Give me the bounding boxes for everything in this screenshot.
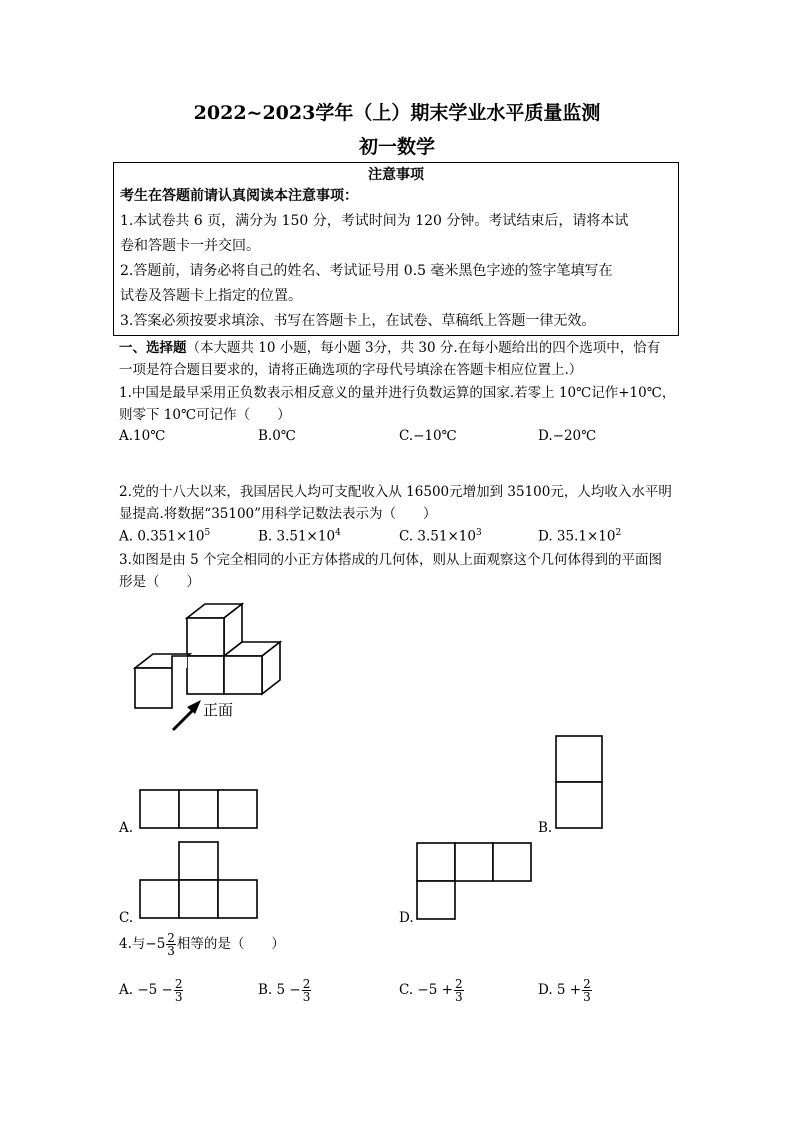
notice-item: 卷和答题卡一并交回。: [120, 238, 260, 254]
q1-option-c: C.−10℃: [399, 428, 457, 444]
q4-fraction: $\frac{2}{3}$: [167, 931, 175, 958]
q1-option-a: A.10℃: [119, 428, 166, 444]
q2-option-a: A. $0.351\times 10^5$: [119, 528, 211, 545]
notice-box: [113, 162, 679, 336]
exam-subject: 初一数学: [358, 136, 435, 158]
q3-option-d-label: D.: [399, 910, 414, 926]
q4-option-c: C. −5 + $\frac{2}{3}$: [399, 977, 463, 1004]
q2-option-c: C. $3.51\times 10^3$: [399, 528, 482, 545]
section-1-desc-line1: （本大题共 10 小题，每小题 3分，共 30 分.在每小题给出的四个选项中，恰有: [186, 340, 661, 356]
q2-line1: 2.党的十八大以来，我国居民人均可支配收入从 16500元增加到 35100元，人均收入水平明: [119, 484, 672, 500]
q3-option-c-figure: [139, 841, 259, 921]
q3-option-b-label: B.: [538, 820, 553, 836]
question-3: [119, 549, 694, 593]
question-4: 4.与−5 $\frac{2}{3}$ 相等的是（ ）: [119, 931, 285, 958]
notice-item: 试卷及答题卡上指定的位置。: [120, 288, 302, 304]
exam-title: 2022~2023学年（上）期末学业水平质量监测: [193, 102, 601, 124]
question-1: [119, 382, 694, 426]
q3-option-a-label: A.: [119, 820, 134, 836]
section-1-heading: 一、选择题: [119, 340, 187, 356]
front-label: 正面: [203, 701, 234, 719]
q1-option-d: D.−20℃: [538, 428, 597, 444]
q1-line2: 则零下 10℃可记作（ ）: [119, 407, 291, 423]
q2-option-d: D. $35.1\times 10^2$: [538, 528, 622, 545]
section-1-description: [119, 337, 689, 381]
q4-option-d: D. 5 + $\frac{2}{3}$: [538, 977, 591, 1004]
q2-line2: 显提高.将数据“35100”用科学记数法表示为（ ）: [119, 506, 437, 522]
q1-option-b: B.0℃: [258, 428, 296, 444]
notice-item: 2.答题前，请务必将自己的姓名、考试证号用 0.5 毫米黑色字迹的签字笔填写在: [120, 263, 613, 279]
notice-intro: 考生在答题前请认真阅读本注意事项：: [120, 188, 358, 204]
q3-option-c-label: C.: [119, 910, 134, 926]
notice-item: 1.本试卷共 6 页，满分为 150 分，考试时间为 120 分钟。考试结束后，请将本试: [120, 213, 629, 229]
notice-heading: 注意事项: [368, 167, 424, 183]
q3-line1: 3.如图是由 5 个完全相同的小正方体搭成的几何体，则从上面观察这个几何体得到的平面图: [119, 552, 663, 568]
q3-option-d-figure: [416, 842, 534, 922]
q4-option-b: B. 5 − $\frac{2}{3}$: [258, 977, 311, 1004]
q2-option-b: B. $3.51\times 10^4$: [258, 528, 341, 545]
q1-line1: 1.中国是最早采用正负数表示相反意义的量并进行负数运算的国家.若零上 10℃记作+10℃，: [119, 385, 676, 401]
cube-solid-figure: [125, 600, 295, 740]
q3-option-a-figure: [139, 789, 259, 831]
q3-option-b-figure: [555, 735, 605, 831]
notice-item: 3.答案必须按要求填涂、书写在答题卡上，在试卷、草稿纸上答题一律无效。: [120, 313, 596, 329]
q3-line2: 形是（ ）: [119, 574, 200, 590]
question-2: [119, 481, 694, 525]
section-1-desc-line2: 一项是符合题目要求的，请将正确选项的字母代号填涂在答题卡相应位置上.）: [119, 362, 583, 378]
q4-option-a: A. −5 − $\frac{2}{3}$: [119, 977, 183, 1004]
